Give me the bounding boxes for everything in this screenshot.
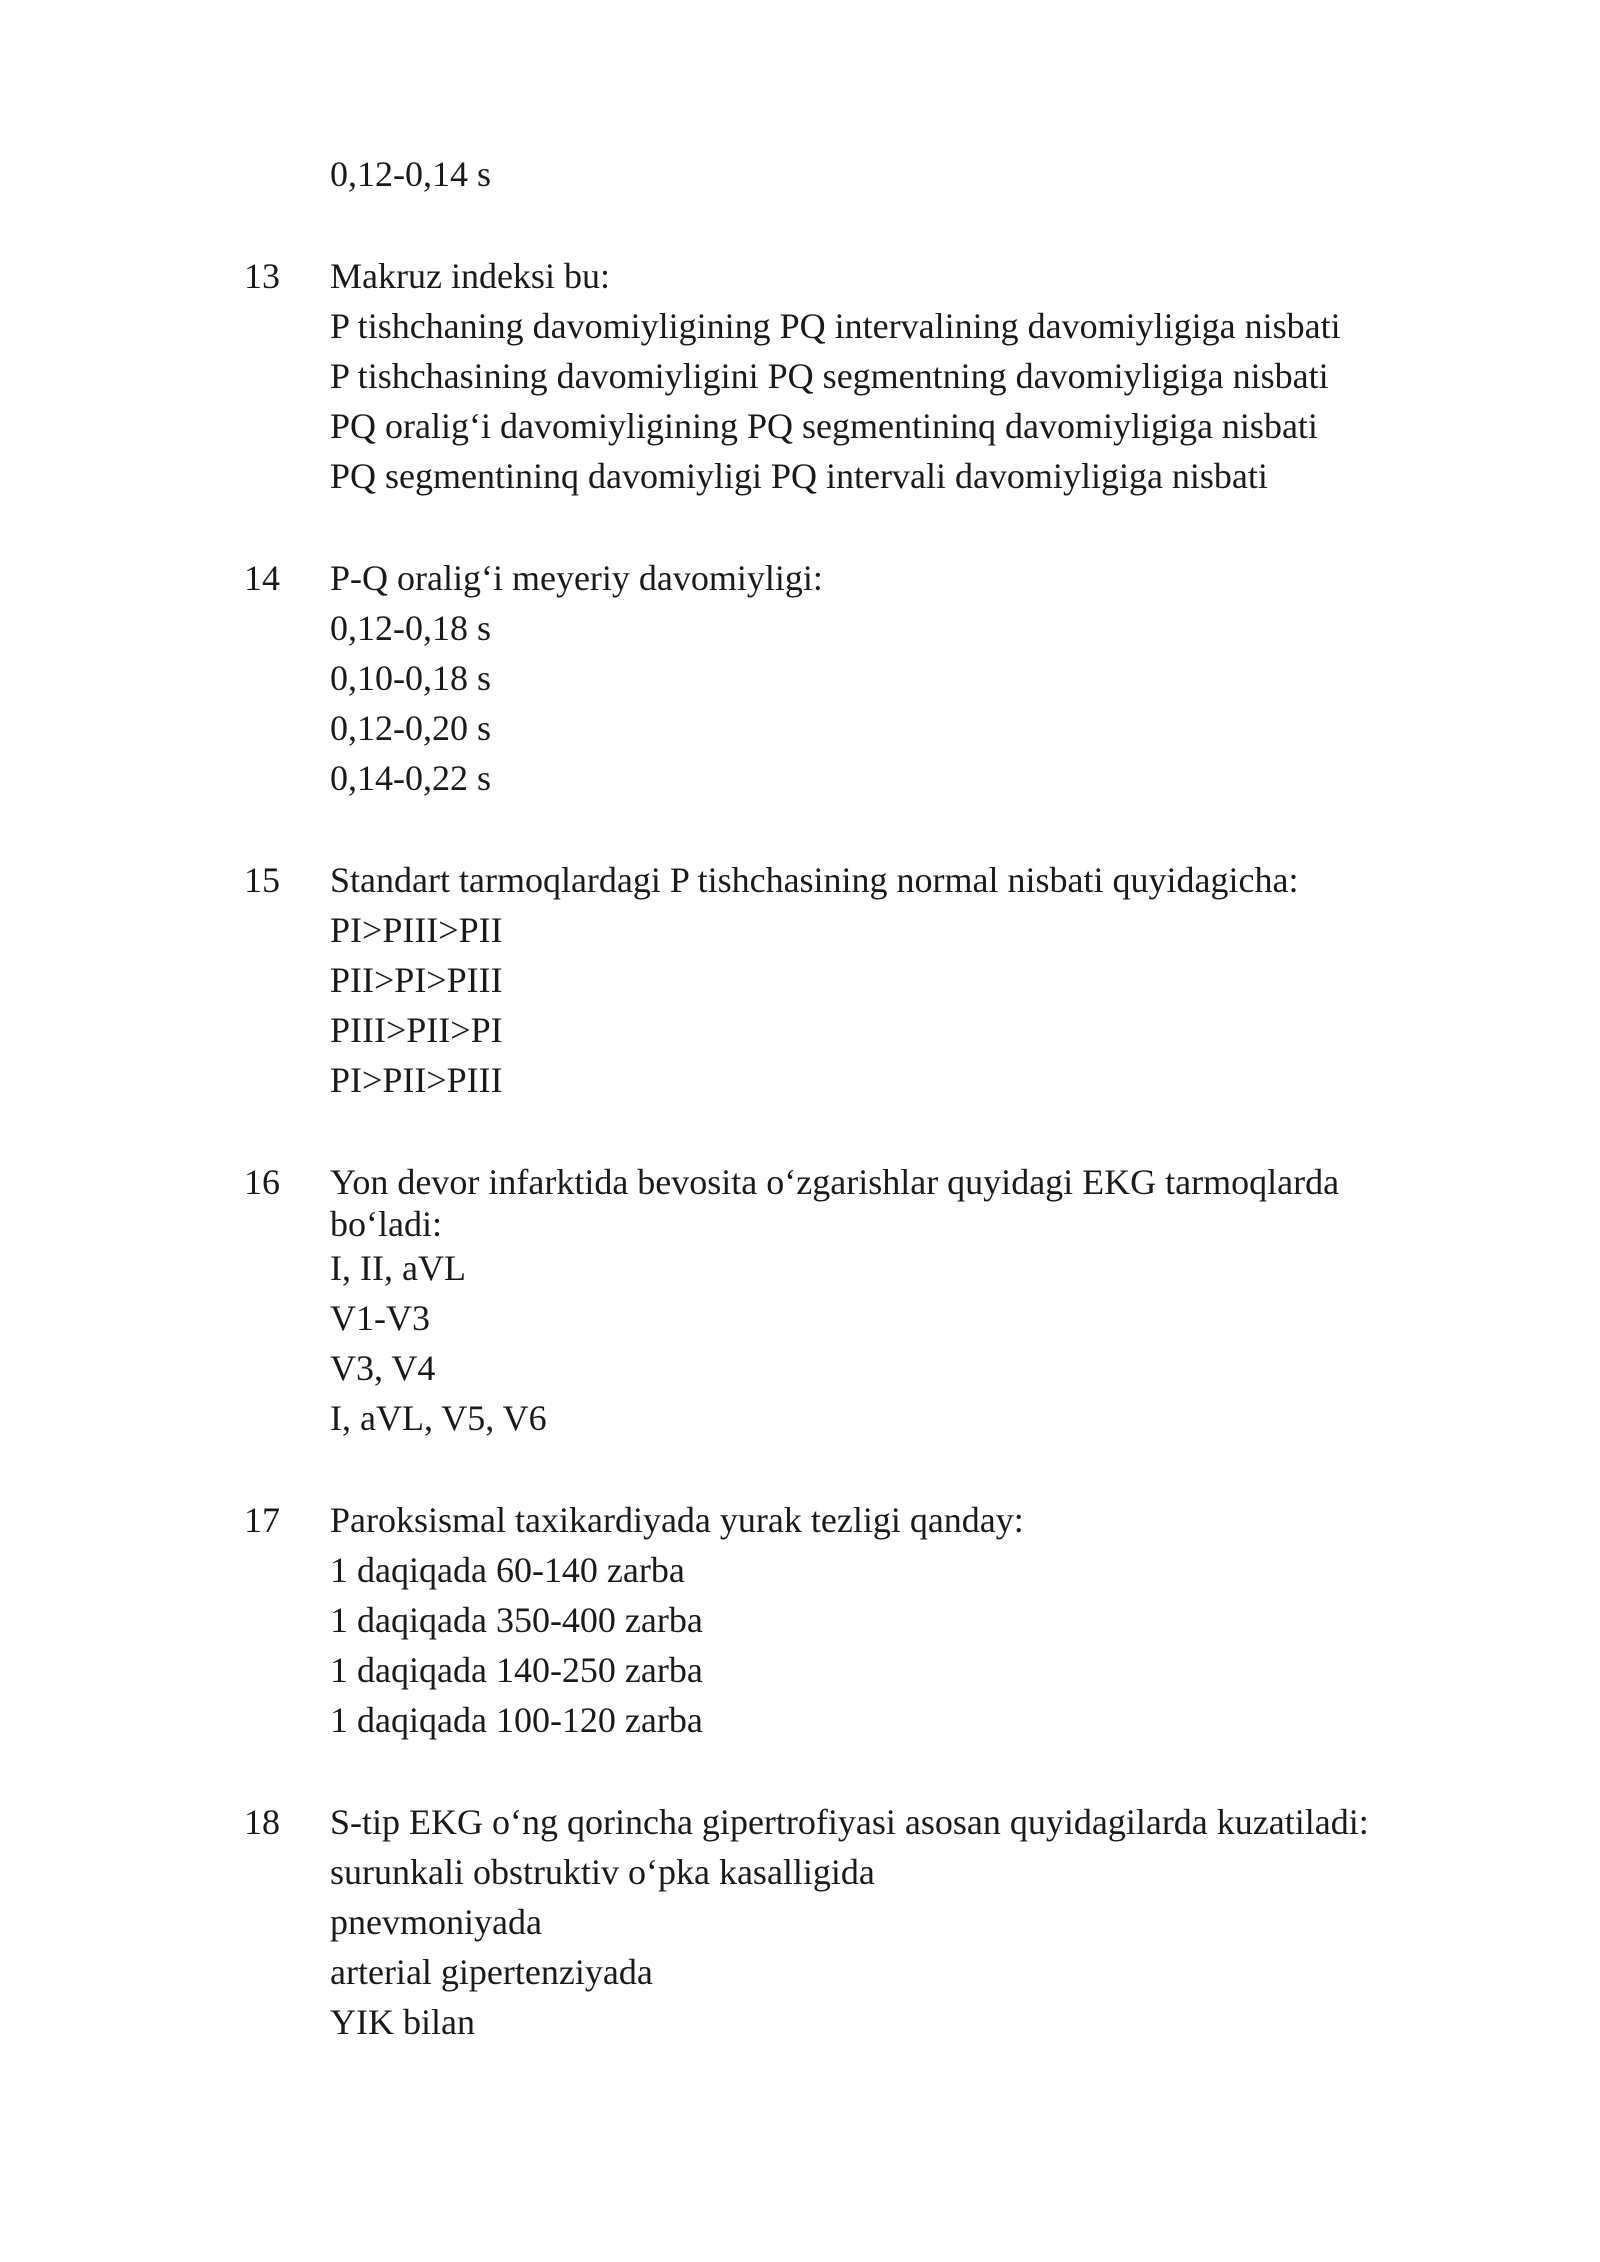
option-text: V3, V4 [330, 1348, 436, 1388]
option-text: surunkali obstruktiv o‘pka kasalligida [330, 1852, 875, 1892]
option-text: P tishchasining davomiyligini PQ segmentning davomiyligiga nisbati [330, 356, 1329, 396]
option-text: PI>PIII>PII [330, 910, 503, 950]
option-text: PQ segmentininq davomiyligi PQ intervali davomiyligiga nisbati [330, 456, 1268, 496]
question-text: Makruz indeksi bu: [330, 256, 610, 296]
question-text-continued: bo‘ladi: [330, 1204, 442, 1244]
option-text: 0,12-0,14 s [330, 154, 491, 194]
question-text: S-tip EKG o‘ng qorincha gipertrofiyasi asosan quyidagilarda kuzatiladi: [330, 1802, 1369, 1842]
option-text: P tishchaning davomiyligining PQ intervalining davomiyligiga nisbati [330, 306, 1341, 346]
option-text: 0,10-0,18 s [330, 658, 491, 698]
question-text: P-Q oralig‘i meyeriy davomiyligi: [330, 558, 823, 598]
option-text: 1 daqiqada 100-120 zarba [330, 1700, 703, 1740]
option-text: YIK bilan [330, 2002, 475, 2042]
option-text: 1 daqiqada 60-140 zarba [330, 1550, 685, 1590]
option-text: PII>PI>PIII [330, 960, 503, 1000]
question-number: 14 [244, 558, 280, 598]
question-number: 16 [244, 1162, 280, 1202]
option-text: I, II, aVL [330, 1248, 466, 1288]
option-text: arterial gipertenziyada [330, 1952, 653, 1992]
option-text: PIII>PII>PI [330, 1010, 503, 1050]
question-text: Paroksismal taxikardiyada yurak tezligi qanday: [330, 1500, 1024, 1540]
option-text: V1-V3 [330, 1298, 430, 1338]
option-text: PI>PII>PIII [330, 1060, 503, 1100]
question-number: 15 [244, 860, 280, 900]
option-text: PQ oralig‘i davomiyligining PQ segmentininq davomiyligiga nisbati [330, 406, 1318, 446]
option-text: 1 daqiqada 140-250 zarba [330, 1650, 703, 1690]
option-text: I, aVL, V5, V6 [330, 1398, 547, 1438]
option-text: 0,12-0,20 s [330, 708, 491, 748]
option-text: 0,12-0,18 s [330, 608, 491, 648]
question-text: Yon devor infarktida bevosita o‘zgarishlar quyidagi EKG tarmoqlarda [330, 1162, 1340, 1202]
question-text: Standart tarmoqlardagi P tishchasining normal nisbati quyidagicha: [330, 860, 1299, 900]
option-text: 1 daqiqada 350-400 zarba [330, 1600, 703, 1640]
option-text: pnevmoniyada [330, 1902, 542, 1942]
question-number: 13 [244, 256, 280, 296]
option-text: 0,14-0,22 s [330, 758, 491, 798]
question-number: 18 [244, 1802, 280, 1842]
question-number: 17 [244, 1500, 280, 1540]
